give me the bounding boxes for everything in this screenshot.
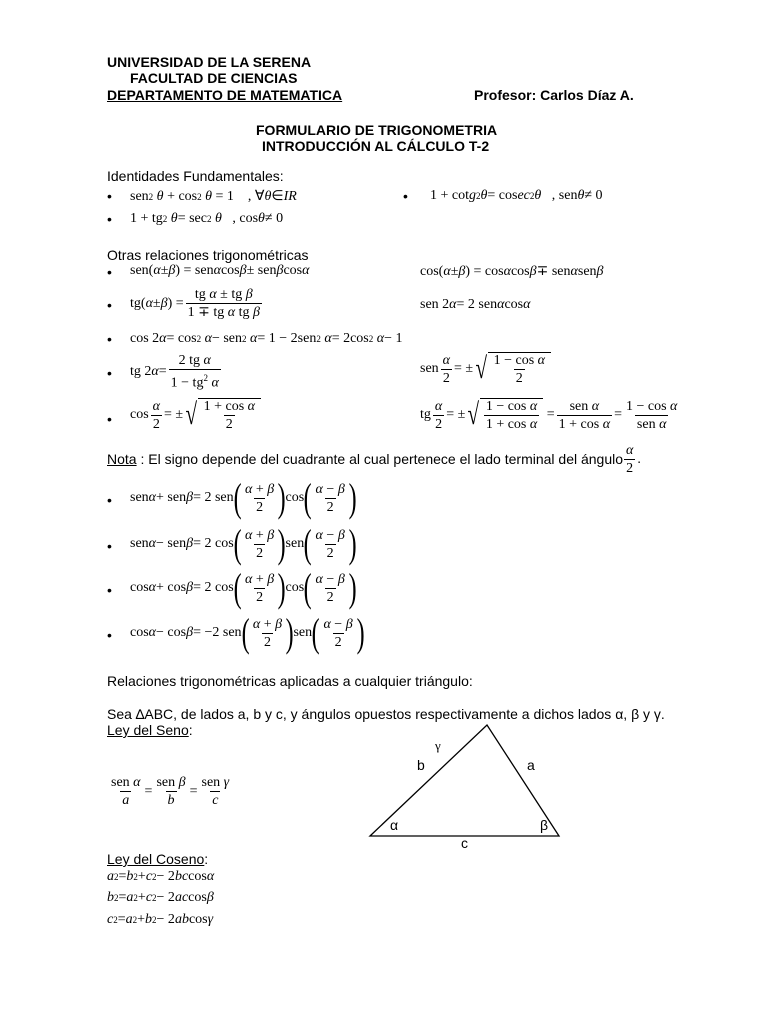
bullet: • (107, 492, 112, 508)
bullet: • (107, 264, 112, 280)
other-relations-heading: Otras relaciones trigonométricas (107, 247, 309, 263)
formula-law-of-cosines-c: c 2 = a 2 + b 2 − 2 ab cos γ (107, 912, 214, 927)
formula-sine-half: sen $\frac{\alpha}{2}$ = ± √ $\frac{\text{1 − cos α}}{2}$ (420, 352, 551, 386)
triangle-label-b: b (417, 757, 425, 773)
identities-heading: Identidades Fundamentales: (107, 168, 284, 184)
bullet: • (107, 365, 112, 381)
triangle-label-a: a (527, 757, 535, 773)
triangle-label-c: c (461, 835, 468, 851)
formula-tangent-identity: 1 + tg 2 θ = sec 2 θ , cos θ ≠ 0 (130, 211, 284, 226)
triangle-heading: Relaciones trigonométricas aplicadas a cualquier triángulo: (107, 673, 473, 689)
triangle-shape (370, 725, 559, 836)
bullet: • (107, 582, 112, 598)
formula-cosine-half: cos $\frac{\alpha}{2}$ = ± √ $\frac{\text{1 + cos α}}{2}$ (130, 398, 261, 432)
formula-law-of-sines: $\frac{\text{sen α}}{a}$ = $\frac{\text{sen β}}{b}$ = $\frac{\text{sen γ}}{c}$ (111, 775, 230, 808)
document-title: FORMULARIO DE TRIGONOMETRIA (256, 122, 498, 138)
triangle-intro: Sea ∆ABC, de lados a, b y c, y ángulos opuestos respectivamente a dichos lados α, β y γ. (107, 706, 665, 722)
bullet: • (403, 188, 408, 204)
formula-tangent-sum: tg( α ± β ) = $\frac{\text{tg α ± tg β}}{\text{1 ∓ tg α tg β}}$ (130, 287, 261, 320)
bullet: • (107, 331, 112, 347)
law-of-cosines-heading: Ley del Coseno: (107, 851, 209, 867)
department-name: DEPARTAMENTO DE MATEMATICA (107, 87, 343, 103)
bullet: • (107, 411, 112, 427)
triangle-label-beta: β (540, 817, 549, 833)
formula-cosine-diff-to-product: cos α − cos β = −2 sen ( $\frac{\alpha + \beta}{2}$ ) sen ( $\frac{\alpha - \beta}{2}$ ) (130, 610, 365, 655)
note-fraction: $\frac{\alpha}{2}$ . (626, 443, 641, 476)
law-of-sines-label: Ley del Seno (107, 722, 189, 738)
note-body: : El signo depende del cuadrante al cual pertenece el lado terminal del ángulo (136, 451, 624, 467)
formula-tangent-double: tg 2 α = $\frac{\text{2 tg α}}{1 - tg^2 \alpha}$ (130, 353, 219, 391)
formula-sine-sum-to-product: sen α + sen β = 2 sen ( $\frac{\alpha + \beta}{2}$ ) cos ( $\frac{\alpha - \beta}{2}$ ) (130, 475, 357, 520)
formula-cosine-sum-to-product: cos α + cos β = 2 cos ( $\frac{\alpha + \beta}{2}$ ) cos ( $\frac{\alpha - \beta}{2}$ ) (130, 565, 357, 610)
bullet: • (107, 627, 112, 643)
bullet: • (107, 538, 112, 554)
formula-law-of-cosines-b: b 2 = a 2 + c 2 − 2 ac cos β (107, 890, 214, 905)
formula-sine-diff-to-product: sen α − sen β = 2 cos ( $\frac{\alpha + \beta}{2}$ ) sen ( $\frac{\alpha - \beta}{2}$ ) (130, 521, 357, 566)
triangle-label-gamma: γ (435, 738, 441, 753)
bullet: • (107, 188, 112, 204)
law-of-sines-heading: Ley del Seno: (107, 722, 193, 738)
bullet: • (107, 297, 112, 313)
formula-cosine-double: cos 2 α = cos 2 α − sen 2 α = 1 − 2sen 2 α = 2cos 2 α − 1 (130, 331, 403, 346)
formula-law-of-cosines-a: a 2 = b 2 + c 2 − 2 bc cos α (107, 869, 215, 884)
triangle-label-alpha: α (390, 817, 399, 833)
document-subtitle: INTRODUCCIÓN AL CÁLCULO T-2 (262, 138, 490, 154)
formula-sine-double: sen 2 α = 2 sen α cos α (420, 297, 531, 312)
note-label: Nota (107, 451, 137, 467)
formula-cotangent-identity: 1 + cot g 2 θ = cos ec 2 θ , sen θ ≠ 0 (430, 188, 603, 203)
faculty-name: FACULTAD DE CIENCIAS (130, 70, 298, 86)
formula-tangent-half: tg $\frac{\alpha}{2}$ = ± √ $\frac{\text{1 − cos α}}{\text{1 + cos α}}$ = $\frac{\text{sen α}}{\text{1 + cos α}}$ = $\frac{\text{1 − cos α}}{\text{sen α}}$ (420, 398, 678, 432)
law-of-cosines-label: Ley del Coseno (107, 851, 205, 867)
formula-cosine-sum: cos( α ± β ) = cos α cos β ∓ sen α sen β (420, 263, 604, 279)
formula-pythagorean: sen 2 θ + cos 2 θ = 1 , ∀ θ ∈ IR (130, 188, 297, 204)
formula-sine-sum: sen( α ± β ) = sen α cos β ± sen β cos α (130, 263, 310, 278)
note-text (107, 451, 623, 467)
bullet: • (107, 211, 112, 227)
professor-name: Profesor: Carlos Díaz A. (474, 87, 634, 103)
university-name: UNIVERSIDAD DE LA SERENA (107, 54, 312, 70)
